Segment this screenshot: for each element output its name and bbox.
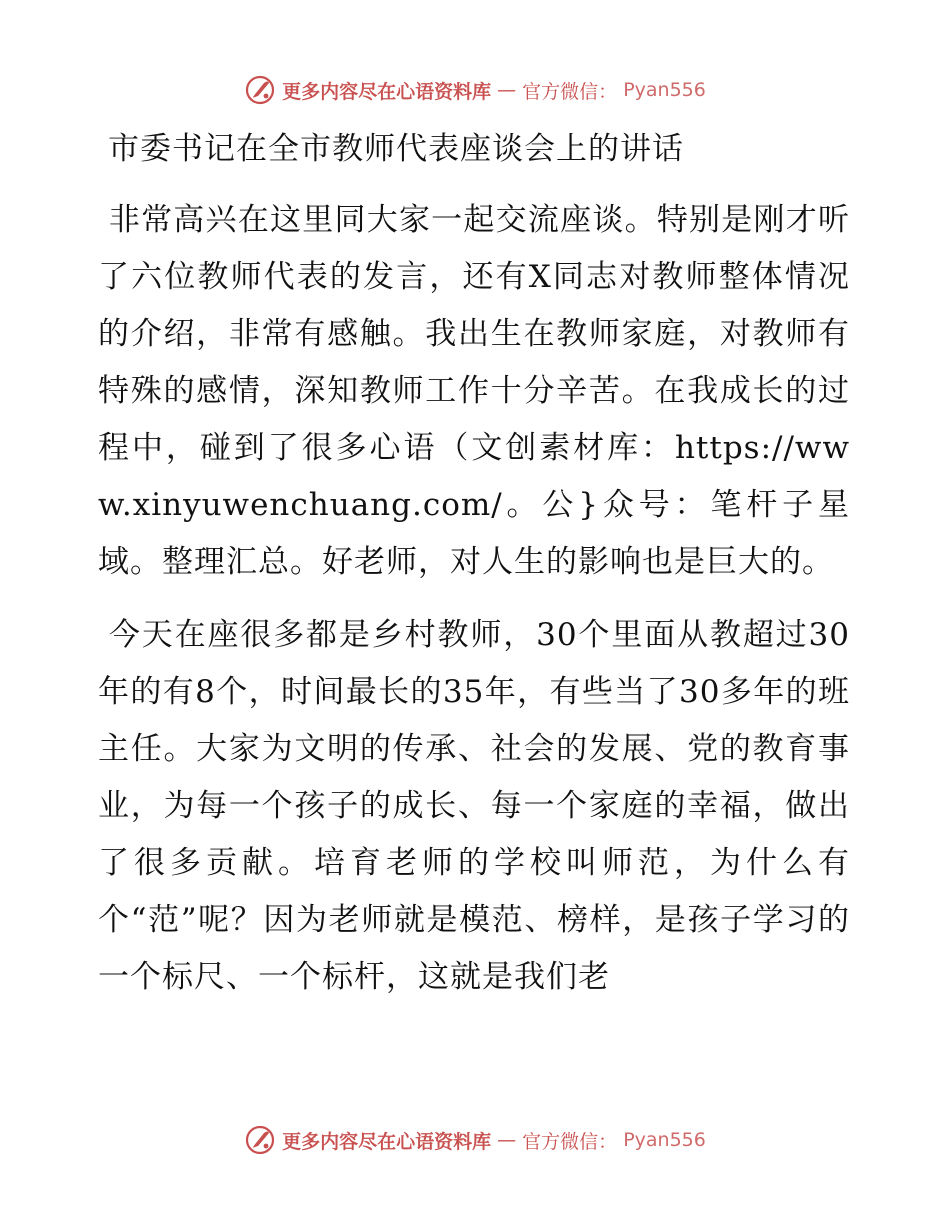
watermark-wechat-id: Pyan556 bbox=[623, 1129, 706, 1151]
header-watermark bbox=[0, 72, 950, 108]
paragraph: 今天在座很多都是乡村教师，30个里面从教超过30年的有8个，时间最长的35年，有些当了30多年的班主任。大家为文明的传承、社会的发展、党的教育事业，为每一个孩子的成长、每一个家庭的幸福，做出了很多贡献。培育老师的学校叫师范，为什么有个“范”呢？因为老师就是模范、榜样，是孩子学习的一个标尺、一个标杆，这就是我们老 bbox=[98, 617, 850, 995]
document-body bbox=[98, 120, 850, 1006]
watermark-separator: — bbox=[497, 1129, 517, 1151]
watermark-separator: — bbox=[497, 79, 517, 101]
watermark-wechat-id: Pyan556 bbox=[623, 79, 706, 101]
quill-pen-logo-icon bbox=[244, 1124, 276, 1156]
watermark-text: 更多内容尽在心语资料库 bbox=[282, 80, 492, 103]
watermark-text: 更多内容尽在心语资料库 bbox=[282, 1130, 492, 1153]
footer-watermark bbox=[0, 1122, 950, 1158]
watermark-label: 官方微信： bbox=[522, 1130, 618, 1153]
document-title: 市委书记在全市教师代表座谈会上的讲话 bbox=[108, 131, 684, 167]
watermark-label: 官方微信： bbox=[522, 80, 618, 103]
quill-pen-logo-icon bbox=[244, 74, 276, 106]
paragraph: 非常高兴在这里同大家一起交流座谈。特别是刚才听了六位教师代表的发言，还有X同志对教师整体情况的介绍，非常有感触。我出生在教师家庭，对教师有特殊的感情，深知教师工作十分辛苦。在我成长的过程中，碰到了很多心语（文创素材库：https://www.xinyuwenchuang.com/。公}众号：笔杆子星域。整理汇总。好老师，对人生的影响也是巨大的。 bbox=[98, 202, 850, 580]
